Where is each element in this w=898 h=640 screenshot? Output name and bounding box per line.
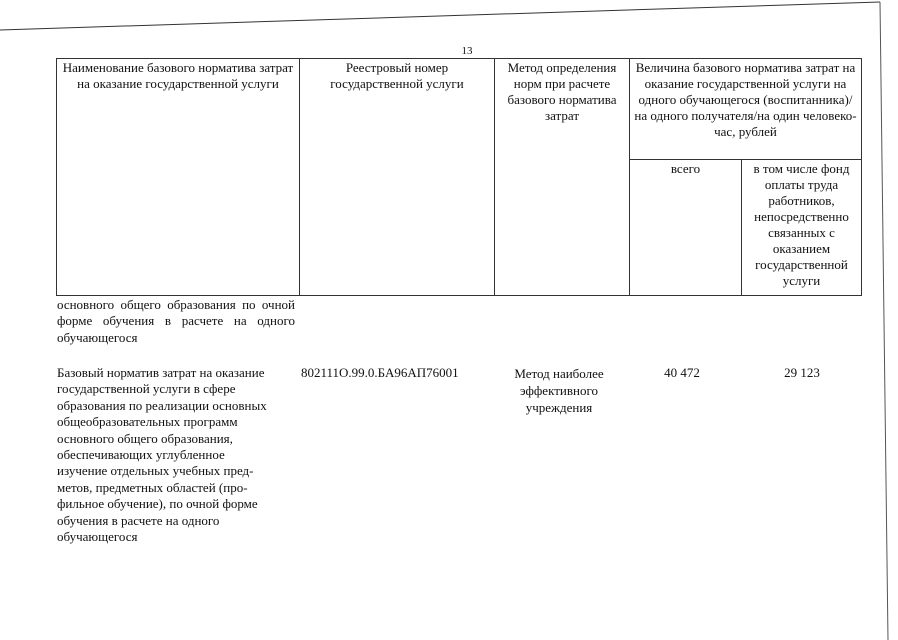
row-method: Метод наиболее эффективного учреждения <box>514 366 604 415</box>
row-name-line: Базовый норматив затрат на оказание <box>57 365 265 380</box>
row-name-line: обучающегося <box>57 529 138 545</box>
row-labor-fund: 29 123 <box>784 365 820 380</box>
norm-table <box>56 58 862 296</box>
row-name-line: фильное обучение), по очной форме <box>57 496 258 512</box>
row-name-line: изучение отдельных учебных пред- <box>57 463 254 479</box>
page-number: 13 <box>461 45 473 57</box>
row-name-line: метов, предметных областей (про- <box>57 479 248 495</box>
header-name: Наименование базового норматива затрат на оказание государственной услуги <box>57 59 300 296</box>
row-total: 40 472 <box>664 365 700 380</box>
row-name-line: обеспечивающих углубленное <box>57 447 225 463</box>
row-name-line: общеобразовательных программ <box>57 414 238 430</box>
continuation-text: основного общего образования по очной форме обучения в расчете на одного обучающегося <box>57 297 295 345</box>
header-labor-fund: в том числе фонд оплаты труда работников, непосредственно связанных с оказанием государственной услуги <box>742 160 862 296</box>
header-registry-number: Реестровый номер государственной услуги <box>300 59 495 296</box>
row-registry-number: 802111О.99.0.БА96АП76001 <box>301 365 459 380</box>
row-name-line: государственной услуги в сфере <box>57 381 236 397</box>
header-method: Метод определения норм при расчете базового норматива затрат <box>495 59 630 296</box>
row-name <box>57 365 295 545</box>
row-name-line: обучения в расчете на одного <box>57 512 220 528</box>
row-name-line: основного общего образования, <box>57 430 233 446</box>
header-total: всего <box>630 160 742 296</box>
header-value: Величина базового норматива затрат на оказание государственной услуги на одного обучающегося (воспитанника)/на одного получателя/на один человеко-час, рублей <box>630 59 862 160</box>
row-name-line: образования по реализации основных <box>57 397 267 413</box>
